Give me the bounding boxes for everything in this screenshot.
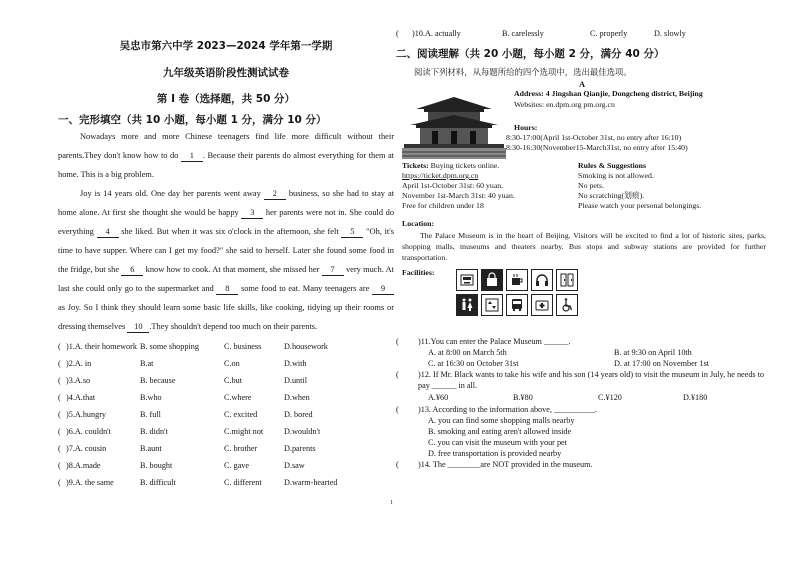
address: Address: 4 Jingshan Qianjie, Dongcheng district, Beijing	[514, 89, 703, 98]
museum-notice	[396, 89, 768, 277]
section2-heading: 二、阅读理解（共 20 小题，每小题 2 分，满分 40 分）	[396, 48, 665, 60]
question-row: ( )4.A.that B.who C.where D.when	[58, 393, 310, 402]
question-row: ( )3.A.so B. because C.but D.until	[58, 376, 307, 385]
cloze-blank: 7	[322, 264, 344, 276]
atm-icon	[456, 269, 478, 291]
volume-title: 第 Ⅰ 卷（选择题，共 50 分）	[156, 93, 296, 105]
cloze-blank: 5	[341, 226, 363, 238]
option[interactable]: C. you can visit the museum with your pet	[428, 438, 567, 447]
question-row: ( )7.A. cousin B.aunt C. brother D.parents	[58, 444, 316, 453]
options-row: A. at 8:00 on March 5th B. at 9:30 on April 10th	[428, 348, 692, 357]
location-text: The Palace Museum is in the heart of Beijing. Visitors will be excited to find a lot of historic sites, parks, shopping malls, museums and theaters nearby. Bus stops and subway stations are provided for further transportation.	[402, 231, 766, 262]
option[interactable]: D. free transportation is provided nearby	[428, 449, 562, 458]
option[interactable]: B. smoking and eating aren't allowed inside	[428, 427, 572, 436]
first-aid-icon	[531, 294, 553, 316]
page-number: 1	[390, 500, 393, 506]
option[interactable]: A. you can find some shopping malls nearby	[428, 416, 575, 425]
cloze-paragraph-1: Nowadays more and more Chinese teenagers find life more difficult without their parents.They don't know how to do 1 . Because their parents do almost everything for them at home. This is a big problem.	[58, 132, 395, 179]
cloze-options	[58, 338, 394, 491]
section1-heading: 一、完形填空（共 10 小题，每小题 1 分，满分 10 分）	[58, 114, 327, 126]
cloze-blank: 4	[97, 226, 119, 238]
locker-icon	[556, 269, 578, 291]
cloze-blank: 8	[216, 283, 238, 295]
question-row: ( )9.A. the same B. difficult C. different D.warm-hearted	[58, 478, 338, 487]
cloze-blank: 1	[181, 150, 203, 162]
question-row: ( )6.A. couldn't B. didn't C.might not D.wouldn't	[58, 427, 321, 436]
facilities-label: Facilities:	[402, 268, 435, 277]
question-row: ( )2.A. in B.at C.on D.with	[58, 359, 307, 368]
cloze-blank: 10	[127, 321, 149, 333]
passage-label: A	[578, 80, 586, 89]
website: Websites: en.dpm.org pm.org.cn	[514, 100, 615, 109]
question-row: ( )12. If Mr. Black wants to take his wife and his son (14 years old) to visit the museum in July, he needs to pay ______ in all.	[396, 370, 765, 390]
question-row: ( )5.A.hungry B. full C. excited D. bored	[58, 410, 313, 419]
cloze-blank: 9	[372, 283, 394, 295]
hours-summer: 8:30-17:00(April 1st-October 31st, no entry after 16:10)	[506, 133, 682, 142]
question-row: ( )11.You can enter the Palace Museum ______.	[396, 337, 571, 346]
palace-museum-illustration	[402, 89, 506, 159]
reading-questions	[396, 336, 768, 470]
left-column	[58, 26, 394, 491]
question-row: ( )8.A.made B. bought C. gave D.saw	[58, 461, 305, 470]
cafe-icon	[506, 269, 528, 291]
rules-block: Rules & Suggestions Smoking is not allowed. No pets. No scratching(划痕). Please watch your personal belongings.	[578, 161, 702, 210]
options-row: C. at 16:30 on October 31st D. at 17:00 on November 1st	[428, 359, 710, 368]
school-title: 吴忠市第六中学 2023—2024 学年第一学期	[119, 40, 333, 52]
exam-title: 九年级英语阶段性测试试卷	[163, 67, 289, 79]
elevator-icon	[481, 294, 503, 316]
hours-label: Hours:	[514, 123, 538, 132]
wheelchair-icon	[556, 294, 578, 316]
bus-icon	[506, 294, 528, 316]
cloze-paragraph-2: Joy is 14 years old. One day her parents went away 2 business, so she had to stay at home alone. At first she thought she would be happy 3 her parents were not in. She could do everything 4 she liked. But when it was six o'clock in the afternoon, she felt 5 "Oh, it's time to have supper. Where can I get my food?" she said to herself. Later she found some food in the fridge, but she 6 know how to cook. At that moment, she missed her 7 very much. At last she could only go to the supermarket and 8 some food to eat. Many teenagers are 9 as Joy. So I think they should learn some basic life skills, like cooking, tidying up their rooms or dressing themselves 10 .They shouldn't depend too much on their parents.	[58, 189, 395, 331]
headphones-icon	[531, 269, 553, 291]
section2-intro: 阅读下列材料，从每题所给的四个选项中，选出最佳选项。	[414, 67, 632, 77]
cloze-blank: 3	[241, 207, 263, 219]
hours-winter: 8:30-16:30(November15-March31st, no entry after 15:40)	[506, 143, 688, 152]
restroom-icon	[456, 294, 478, 316]
tickets-link[interactable]: https://ticket.dpm.org.cn	[402, 171, 479, 180]
tickets-block: Tickets: Buying tickets online. https://ticket.dpm.org.cn April 1st-October 31st: 60 yuan. November 1st-March 31st: 40 yuan. Free for children under 18	[402, 161, 572, 211]
question-row-10: ( )10.A. actually B. carelessly C. properly D. slowly	[396, 28, 686, 38]
shop-icon	[481, 269, 503, 291]
facility-icons	[456, 269, 578, 319]
question-row: ( )13. According to the information above, __________.	[396, 405, 597, 414]
cloze-blank: 6	[121, 264, 143, 276]
options-row: A.¥60 B.¥80 C.¥120 D.¥180	[428, 393, 708, 402]
cloze-blank: 2	[264, 188, 286, 200]
location-label: Location:	[402, 219, 435, 228]
question-row: ( )14. The ________are NOT provided in the museum.	[396, 460, 593, 469]
right-column	[396, 26, 768, 277]
question-row: ( )1.A. their homework B. some shopping C. business D.housework	[58, 342, 328, 351]
